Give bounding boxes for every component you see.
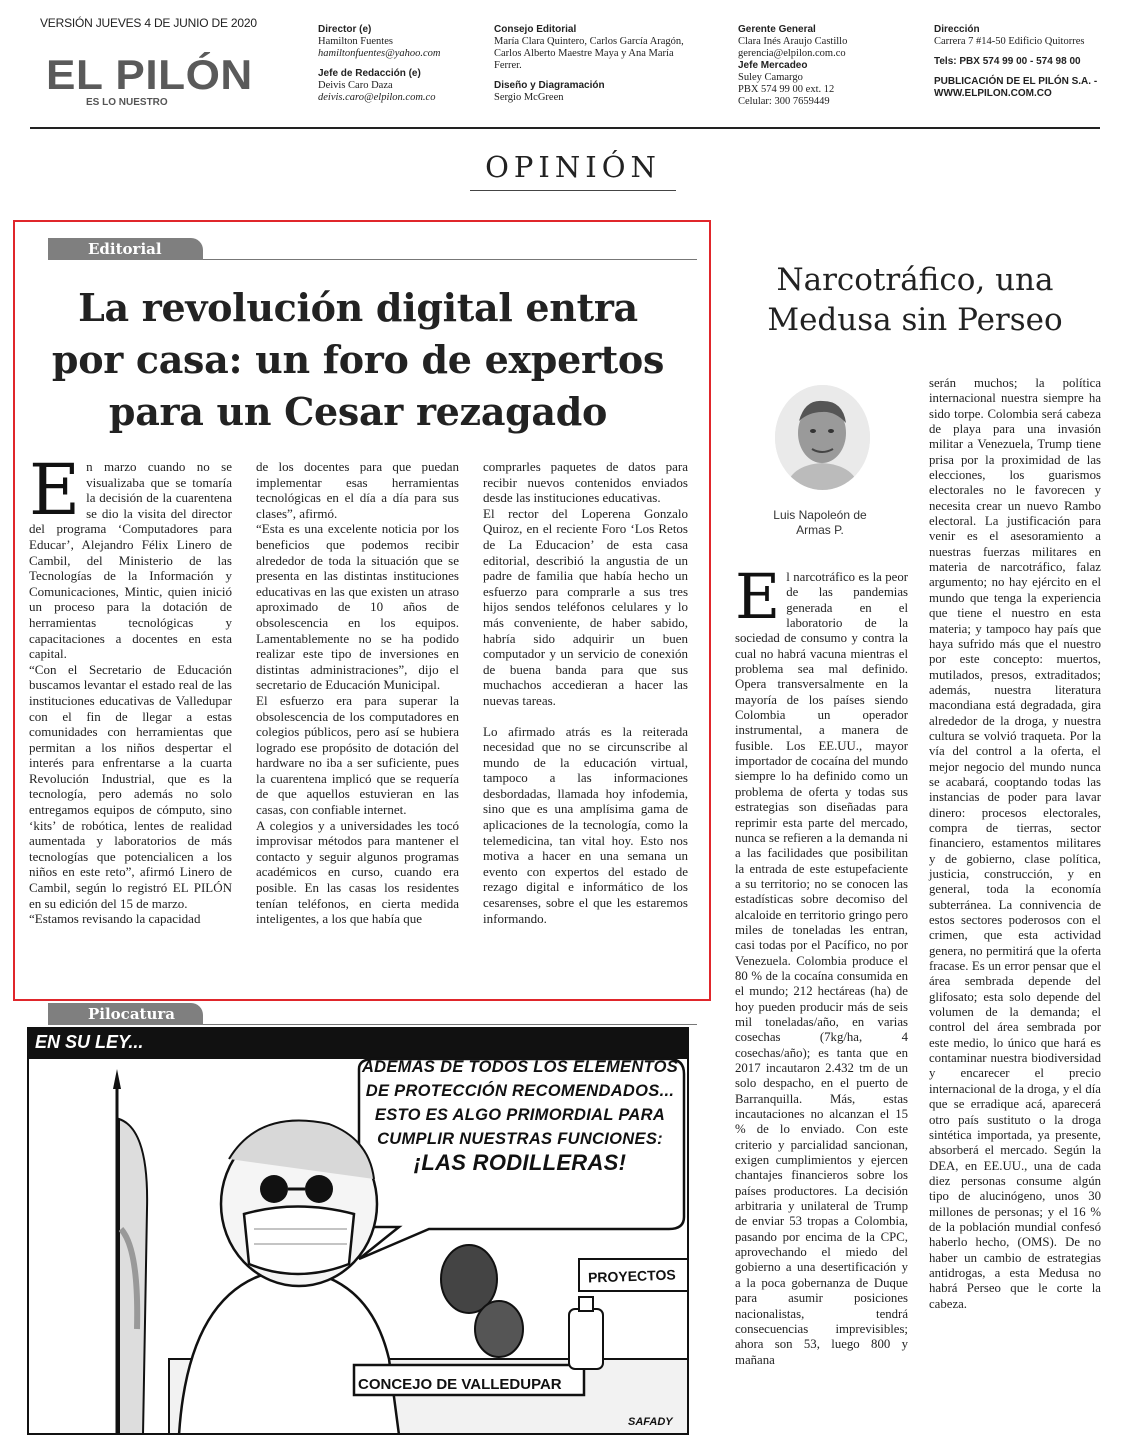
cartoon-sign-proyectos: PROYECTOS — [587, 1266, 676, 1286]
masthead-line: PUBLICACIÓN DE EL PILÓN S.A. - — [934, 76, 1098, 87]
masthead-line: deivis.caro@elpilon.com.co — [318, 92, 436, 103]
editorial-column-3 — [483, 459, 688, 926]
cartoon-tab: Pilocatura — [48, 1003, 203, 1025]
masthead-line: Suley Camargo — [738, 72, 803, 83]
author-name-line-2: Armas P. — [796, 523, 844, 537]
masthead-line: PBX 574 99 00 ext. 12 — [738, 84, 835, 95]
masthead-line: Tels: PBX 574 99 00 - 574 98 00 — [934, 56, 1081, 67]
section-title: OPINIÓN — [485, 150, 661, 184]
cartoon-signature: SAFADY — [628, 1416, 673, 1428]
masthead-line: Ferrer. — [494, 60, 522, 71]
headline-line-2: por casa: un foro de expertos — [51, 337, 665, 382]
opinion-column-1 — [735, 560, 908, 1368]
drop-cap: E — [29, 449, 81, 531]
edition-date: VERSIÓN JUEVES 4 DE JUNIO DE 2020 — [40, 16, 257, 30]
newspaper-logo[interactable]: EL PILÓN — [46, 51, 253, 98]
masthead-line: Dirección — [934, 24, 980, 35]
author-name — [740, 508, 900, 538]
masthead-line: Carlos Alberto Maestre Maya y Ana María — [494, 48, 674, 59]
masthead-line: WWW.ELPILON.COM.CO — [934, 88, 1052, 99]
paragraph: A colegios y a universidades les tocó improvisar métodos para mantener el contacto y seguir algunos programas académicos en curso, cuando era posible. En las casas los residentes tenían teléfonos, en cierta medida inteligentes, a los que había que — [256, 817, 459, 927]
masthead-management — [738, 24, 847, 108]
masthead-line: Gerente General — [738, 24, 816, 35]
paragraph: “Esta es una excelente noticia por los beneficios que podemos recibir alrededor de toda la situación que se presenta en las distintas instituciones educativas en las que existen un atraso aproximado de 10 años de obsolescencia en los equipos. Lamentablemente no se ha podido realizar este tipo de inversiones en distintas administraciones”, dijo el secretario de Educación Municipal. — [256, 521, 459, 693]
editorial-column-1 — [29, 449, 232, 927]
masthead-line: Deivis Caro Daza — [318, 80, 393, 91]
masthead-line: Jefe de Redacción (e) — [318, 68, 421, 79]
editorial-tab: Editorial — [48, 238, 203, 260]
masthead-line — [934, 68, 1097, 76]
paragraph: “Con el Secretario de Educación buscamos levantar el estado real de las instituciones educativas de Valledupar con el fin de llegar a estas comunidades con herramientas que permitan a los niños despertar el interés para enfrentarse a la cuarta Revolución Industrial, que es la tecnología, pero además no solo entregamos equipos de cómputo, sino ‘kits’ de robótica, lentes de realidad aumentada y laboratorios de más tecnologías que potencialicen a los niños en este reto”, afirmó Linero de Cambil, según lo registró EL PILÓN en su edición del 15 de marzo. — [29, 661, 232, 911]
masthead-address — [934, 24, 1097, 100]
masthead-director — [318, 24, 441, 104]
masthead-line: Diseño y Diagramación — [494, 80, 605, 91]
cartoon-banner-text: EN SU LEY... — [35, 1032, 144, 1052]
author-photo — [775, 385, 870, 490]
header-divider — [30, 127, 1100, 129]
cartoon-tab-line — [203, 1024, 697, 1025]
paragraph: serán muchos; la política internacional nuestra siempre ha sido torpe. Colombia será cabeza de playa para una invasión militar a Venezuela, Trump tiene prisa por la proximidad de las elecciones, los guarismos electorales no le favorecen y necesita crear un nuevo Rambo electoral. La justificación para venir es el asesoramiento a nuestras fuerzas militares en materia de narcotráfico, falaz argumento; no hay ejército en el mundo que tenga la experiencia que tiene el nuestro en esta materia; y tampoco hay país que haya sufrido más que el nuestro por este concepto: muertos, mutilados, presos, extraditados; además, nuestra literatura macondiana está degradada, gira alrededor de la droga, y nuestra cultura se volvió traqueta. Por la vía del control a la oferta, el mejor negocio del mundo nunca se acabará, cooptando todas las instancias de poder para lavar dinero: procesos electorales, compra de tierras, sector financiero, estamentos militares y de gobierno, clase política, justicia, construcción, y en general, toda la economía subterránea. La connivencia de estos sectores poderosos con el crimen, que esta actividad genera, no permitirá que la oferta fracase. Es un error pensar que el área sembrada depende del glifosato; esta solo depende del volumen de la demanda; el control del área sembrada por este medio, lo único que hará es contaminar nuestra biodiversidad y encarecer el precio internacional de la droga, y el día que se erradique acá, aparecerá otro país sustituto o la droga sintética importada, ya presente, absorberá el mercado. Según la DEA, en EE.UU., una de cada diez personas consume algún tipo de alucinógeno, unos 30 millones de personas; y el 16 % de la población mundial confesó haberlo hecho, (OMS). De no haber un cambio de estrategias antidrogas, a esta Medusa no habrá Perseo que le corte la cabeza. — [929, 376, 1101, 1311]
opinion-title-line-1: Narcotráfico, una — [776, 262, 1054, 298]
section-underline — [470, 190, 676, 191]
masthead-line: Director (e) — [318, 24, 372, 35]
masthead-line — [934, 48, 1097, 56]
paragraph: En marzo cuando no se visualizaba que se tomaría la decisión de la cuarentena se dio la visita del director del programa ‘Computadores para Educar’, Alejandro Félix Linero de Cambil, del Ministerio de las Tecnologías de la Información y Comunicaciones, Mintic, quien inició un proceso para la dotación de herramientas tecnológicas y capacitaciones a docentes en esta capital. — [29, 449, 232, 662]
headline-line-1: La revolución digital entra — [78, 285, 638, 330]
newspaper-slogan: ES LO NUESTRO — [86, 97, 168, 108]
cartoon-speech — [360, 1055, 680, 1175]
opinion-column-2 — [929, 376, 1101, 1312]
drop-cap: E — [735, 560, 781, 633]
masthead-line: María Clara Quintero, Carlos García Aragón, — [494, 36, 684, 47]
editorial-tab-line — [203, 259, 697, 260]
cartoon-sign-concejo: CONCEJO DE VALLEDUPAR — [358, 1376, 562, 1393]
masthead-line — [494, 72, 684, 80]
opinion-title — [730, 260, 1100, 340]
speech-line-1: ADEMÁS DE TODOS LOS ELEMENTOS — [361, 1058, 679, 1076]
masthead-line: gerencia@elpilon.com.co — [738, 48, 846, 59]
headline-line-3: para un Cesar rezagado — [108, 389, 608, 434]
speech-line-3: ESTO ES ALGO PRIMORDIAL PARA — [374, 1106, 666, 1124]
masthead-line: Sergio McGreen — [494, 92, 564, 103]
paragraph: Lo afirmado atrás es la reiterada necesidad que no se circunscribe al mundo de la educación virtual, tampoco a las informaciones desbordadas, llamada hoy infodemia, sino que es una amplísima gama de aplicaciones de la tecnología, como la telemedicina, tan vital hoy. Esto nos motiva a hacer en una semana un evento con expertos del estado de rezago digital e informático de los cesarenses, sobre el que les estaremos informando. — [483, 723, 688, 926]
masthead-line: Clara Inés Araujo Castillo — [738, 36, 848, 47]
masthead-line: Consejo Editorial — [494, 24, 577, 35]
paragraph: El narcotráfico es la peor de las pandemias generada en el laboratorio de la sociedad de consumo y contra la cual no habrá vacuna mientras el problema sea mal definido. Opera transversalmente en la mayoría de los países siendo Colombia un operador instrumental, a manera de fusible. Los EE.UU., mayor importador de cocaína del mundo siempre lo ha definido como un problema de oferta y todas sus estrategias son diseñadas para reprimir esta parte del mercado, nunca se refieren a la demanda ni a las facilidades que posibilitan la entrada de este estupefaciente a su territorio; no se conocen las estadísticas sobre decomiso del alcaloide en territorio gringo pero miles de toneladas les entran, casi todas por el Pacífico, no por Venezuela. Colombia produce el 80 % de la cocaína consumida en el mundo; 212 hectáreas (ha) de hoy pueden producir más de seis mil toneladas/año, en varias cosechas (7kg/ha, 4 cosechas/año); es tanta que en 2017 incautaron 2.432 tm de un solo despacho, en el puerto de Barranquilla. Más, estas incautaciones no alcanzan el 15 % de lo enviado. Con este criterio y parcialidad sancionan, exigen cumplimientos y ejercen chantajes financieros sobre los países productores. La decisión arbitraria y unilateral de Trump de enviar 53 tropas a Colombia, pasando por encima de la CPC, aprovechando el miedo del gobierno a una desertificación y a la poca gobernanza de Duque para asumir posiciones nacionalistas, tendrá consecuencias imprevisibles; ahora son 53, luego 800 y mañana — [735, 560, 908, 1367]
masthead-line — [318, 60, 441, 68]
speech-line-5: ¡LAS RODILLERAS! — [413, 1150, 627, 1175]
masthead-line: Carrera 7 #14-50 Edificio Quitorres — [934, 36, 1085, 47]
opinion-title-line-2: Medusa sin Perseo — [767, 302, 1063, 338]
speech-line-2: DE PROTECCIÓN RECOMENDADOS... — [365, 1082, 675, 1100]
masthead-line: Jefe Mercadeo — [738, 60, 808, 71]
paragraph: El rector del Loperena Gonzalo Quiroz, en el reciente Foro ‘Los Retos de La Educacion’ de esta casa editorial, describió la angustia de un padre de familia que había hecho un esfuerzo para comprarle a sus tres hijos sendos teléfonos celulares y lo más conveniente, de haber sabido, habría sido adquirir un buen computador y un servicio de conexión de buena banda para que sus muchachos accedieran a hacer las nuevas tareas. — [483, 505, 688, 708]
editorial-column-2 — [256, 459, 459, 927]
paragraph: comprarles paquetes de datos para recibir nuevos contenidos enviados desde las instituciones educativas. — [483, 459, 688, 506]
masthead-editorial-board — [494, 24, 684, 104]
paragraph: de los docentes para que puedan implementar esas herramientas tecnológicas en el día a día para sus clases”, afirmó. — [256, 459, 459, 521]
masthead-line: hamiltonfuentes@yahoo.com — [318, 48, 441, 59]
masthead-line: Hamilton Fuentes — [318, 36, 393, 47]
paragraph: “Estamos revisando la capacidad — [29, 911, 201, 927]
author-name-line-1: Luis Napoleón de — [773, 508, 867, 522]
editorial-headline — [24, 282, 692, 438]
masthead-line: Celular: 300 7659449 — [738, 96, 830, 107]
paragraph: El esfuerzo era para superar la obsolescencia de los computadores en colegios públicos, pero así se hubiera logrado ese propósito de dotación del hardware no iba a ser suficiente, pues la cuarentena implicó que se requería de que aquellos estuvieran en las casas, con confiable internet. — [256, 692, 459, 818]
speech-line-4: CUMPLIR NUESTRAS FUNCIONES: — [377, 1130, 663, 1148]
